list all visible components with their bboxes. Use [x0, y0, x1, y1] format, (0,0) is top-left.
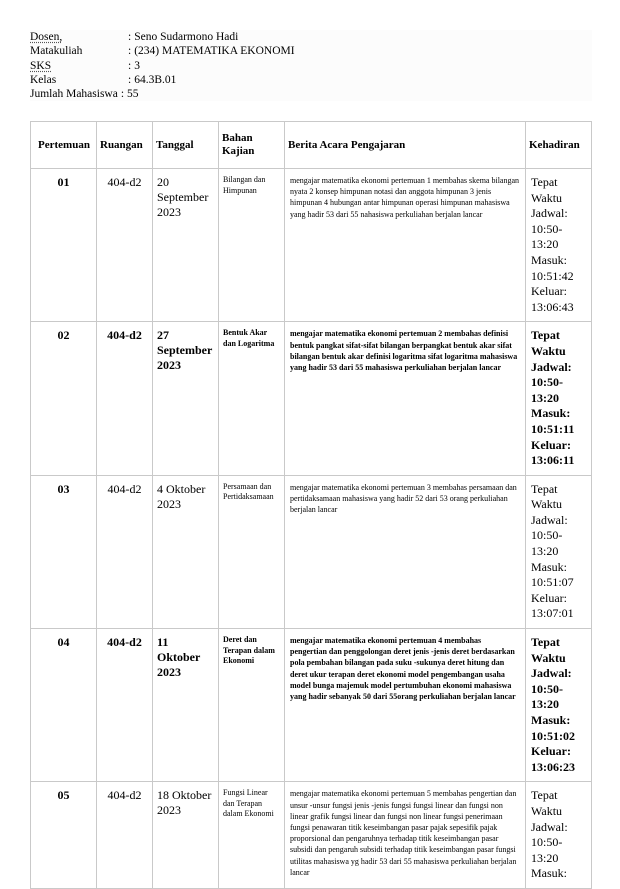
kehadiran-line: 10:50-: [531, 835, 563, 850]
kehadiran-line: 10:51:11: [531, 421, 575, 436]
kehadiran-line: 13:20: [531, 850, 559, 865]
info-value-jumlah: 55: [127, 88, 139, 101]
info-label: Matakuliah: [30, 45, 83, 58]
attendance-table: [30, 121, 592, 889]
cell-tanggal: 20 September 2023: [153, 169, 219, 322]
kehadiran-line: 10:51:02: [531, 728, 575, 743]
column-header-berita-acara: Berita Acara Pengajaran: [285, 122, 526, 169]
cell-kehadiran: [526, 629, 592, 782]
kehadiran-line: Keluar:: [531, 590, 567, 605]
info-row-sks: [30, 59, 592, 73]
cell-berita-acara: mengajar matematika ekonomi pertemuan 3 membahas persamaan dan pertidaksamaan mahasiswa yang hadir 52 dari 53 orang perkuliahan berjalan lancar: [285, 475, 526, 628]
kehadiran-line: Tepat: [531, 788, 558, 803]
cell-bahan-kajian: Fungsi Linear dan Terapan dalam Ekonomi: [219, 782, 285, 889]
kehadiran-line: Jadwal:: [531, 359, 572, 374]
info-label: SKS: [30, 59, 52, 72]
kehadiran-line: Jadwal:: [531, 512, 568, 527]
kehadiran-line: Jadwal:: [531, 666, 572, 681]
kehadiran-line: Tepat: [531, 481, 558, 496]
info-row-kelas: [30, 73, 592, 87]
cell-berita-acara: mengajar matematika ekonomi pertemuan 1 membahas skema bilangan nyata 2 konsep himpunan notasi dan anggota himpunan 3 jenis himpunan 4 hubungan antar himpunan operasi himpunan mahasiswa yang hadir 53 dari 55 nahasiswa perkuliahan berjalan lancar: [285, 169, 526, 322]
cell-pertemuan: 02: [31, 322, 97, 475]
kehadiran-line: Keluar:: [531, 284, 567, 299]
cell-ruangan: 404-d2: [97, 782, 153, 889]
cell-ruangan: 404-d2: [97, 475, 153, 628]
table-row: [31, 475, 592, 628]
info-separator: :: [128, 59, 132, 72]
kehadiran-line: Keluar:: [531, 437, 571, 452]
kehadiran-line: Tepat: [531, 175, 558, 189]
cell-ruangan: 404-d2: [97, 322, 153, 475]
cell-kehadiran: [526, 322, 592, 475]
kehadiran-line: Waktu: [531, 650, 566, 665]
column-header-tanggal: Tanggal: [153, 122, 219, 169]
info-value-dosen: Seno Sudarmono Hadi: [134, 31, 239, 43]
table-row: [31, 782, 592, 889]
info-value-kelas: 64.3B.01: [134, 73, 177, 86]
kehadiran-line: 13:06:23: [531, 759, 575, 774]
kehadiran-line: Masuk:: [531, 252, 567, 267]
kehadiran-line: 13:20: [531, 697, 559, 712]
kehadiran-line: 10:50-: [531, 528, 563, 543]
course-info: [30, 30, 592, 101]
cell-bahan-kajian: Bentuk Akar dan Logaritma: [219, 322, 285, 475]
info-label: Kelas: [30, 73, 57, 86]
kehadiran-line: 13:20: [531, 237, 559, 252]
cell-ruangan: 404-d2: [97, 169, 153, 322]
cell-bahan-kajian: Bilangan dan Himpunan: [219, 169, 285, 322]
column-header-bahan-kajian: Bahan Kajian: [219, 122, 285, 169]
info-label: Dosen,: [30, 31, 63, 43]
kehadiran-line: 13:06:11: [531, 453, 575, 468]
cell-bahan-kajian: Persamaan dan Pertidaksamaan: [219, 475, 285, 628]
kehadiran-line: Waktu: [531, 190, 563, 205]
cell-ruangan: 404-d2: [97, 629, 153, 782]
kehadiran-line: 10:50-: [531, 375, 563, 390]
kehadiran-line: Jadwal:: [531, 206, 568, 221]
cell-pertemuan: 05: [31, 782, 97, 889]
info-row-dosen: [30, 30, 592, 44]
info-separator: :: [128, 73, 132, 86]
kehadiran-line: Waktu: [531, 343, 566, 358]
info-value-sks: 3: [134, 59, 140, 72]
cell-kehadiran: [526, 169, 592, 322]
cell-tanggal: 18 Oktober 2023: [153, 782, 219, 889]
kehadiran-line: 10:51:07: [531, 575, 574, 590]
kehadiran-line: 13:06:43: [531, 299, 574, 314]
info-row-matakuliah: [30, 44, 592, 58]
table-row: [31, 629, 592, 782]
table-header-row: [31, 122, 592, 169]
info-separator: :: [120, 88, 125, 101]
info-row-jumlah: [30, 87, 592, 101]
kehadiran-line: Keluar:: [531, 744, 571, 759]
kehadiran-line: Waktu: [531, 803, 563, 818]
kehadiran-line: 13:07:01: [531, 606, 574, 621]
info-label: Jumlah Mahasiswa: [30, 88, 118, 101]
column-header-pertemuan: Pertemuan: [31, 122, 97, 169]
kehadiran-line: Tepat: [531, 635, 560, 650]
cell-pertemuan: 01: [31, 169, 97, 322]
kehadiran-line: Masuk:: [531, 866, 567, 881]
kehadiran-line: 10:51:42: [531, 268, 574, 283]
column-header-kehadiran: Kehadiran: [526, 122, 592, 169]
cell-kehadiran: [526, 782, 592, 889]
kehadiran-line: Masuk:: [531, 559, 567, 574]
kehadiran-line: Jadwal:: [531, 819, 568, 834]
cell-tanggal: 27 September 2023: [153, 322, 219, 475]
kehadiran-line: 13:20: [531, 390, 559, 405]
table-row: [31, 169, 592, 322]
cell-bahan-kajian: Deret dan Terapan dalam Ekonomi: [219, 629, 285, 782]
kehadiran-line: Masuk:: [531, 406, 571, 421]
info-separator: :: [128, 45, 132, 58]
cell-berita-acara: mengajar matematika ekonomi pertemuan 4 membahas pengertian dan penggolongan deret jenis -jenis deret berdasarkan pola pembahan bilangan pada suku -sukunya deret hitung dan deret ukur terapan deret ekonomi model pengembangan usaha model bunga majemuk model pertumbuhan ekonomi mahasiswa yang hadir sebanyak 50 dari 55orang perkuliahan berjalan lancar: [285, 629, 526, 782]
kehadiran-line: 13:20: [531, 544, 559, 559]
kehadiran-line: 10:50-: [531, 221, 563, 236]
column-header-ruangan: Ruangan: [97, 122, 153, 169]
kehadiran-line: 10:50-: [531, 681, 563, 696]
cell-berita-acara: mengajar matematika ekonomi pertemuan 2 membahas definisi bentuk pangkat sifat-sifat bilangan berpangkat bentuk akar sifat bilangan bentuk akar definisi logaritma sifat logaritma mahasiswa yang hadir 53 dari 55 mahasiswa perkuliahan berjalan lancar: [285, 322, 526, 475]
info-separator: :: [128, 31, 132, 43]
cell-kehadiran: [526, 475, 592, 628]
table-row: [31, 322, 592, 475]
kehadiran-line: Waktu: [531, 497, 563, 512]
cell-tanggal: 11 Oktober 2023: [153, 629, 219, 782]
kehadiran-line: Masuk:: [531, 713, 571, 727]
cell-pertemuan: 04: [31, 629, 97, 782]
cell-tanggal: 4 Oktober 2023: [153, 475, 219, 628]
cell-berita-acara: mengajar matematika ekonomi pertemuan 5 membahas pengertian dan unsur -unsur fungsi jenis -jenis fungsi fungsi linear dan fungsi non linear grafik fungsi linear dan fungsi non linear fungsi penerimaan fungsi penawaran titik keseimbangan pasar pajak sepesifik pajak proporsional dan pengaruhnya terhadap titik keseimbangan pasar subsidi dan pengaruh subsidi terhadap titik keseimbangan pasar fungsi utilitas mahasiswa yg hadir 53 dari 55 mahasiswa perkuliahan berjalan lancar: [285, 782, 526, 889]
info-value-matakuliah: (234) MATEMATIKA EKONOMI: [134, 45, 295, 58]
cell-pertemuan: 03: [31, 475, 97, 628]
kehadiran-line: Tepat: [531, 328, 560, 343]
